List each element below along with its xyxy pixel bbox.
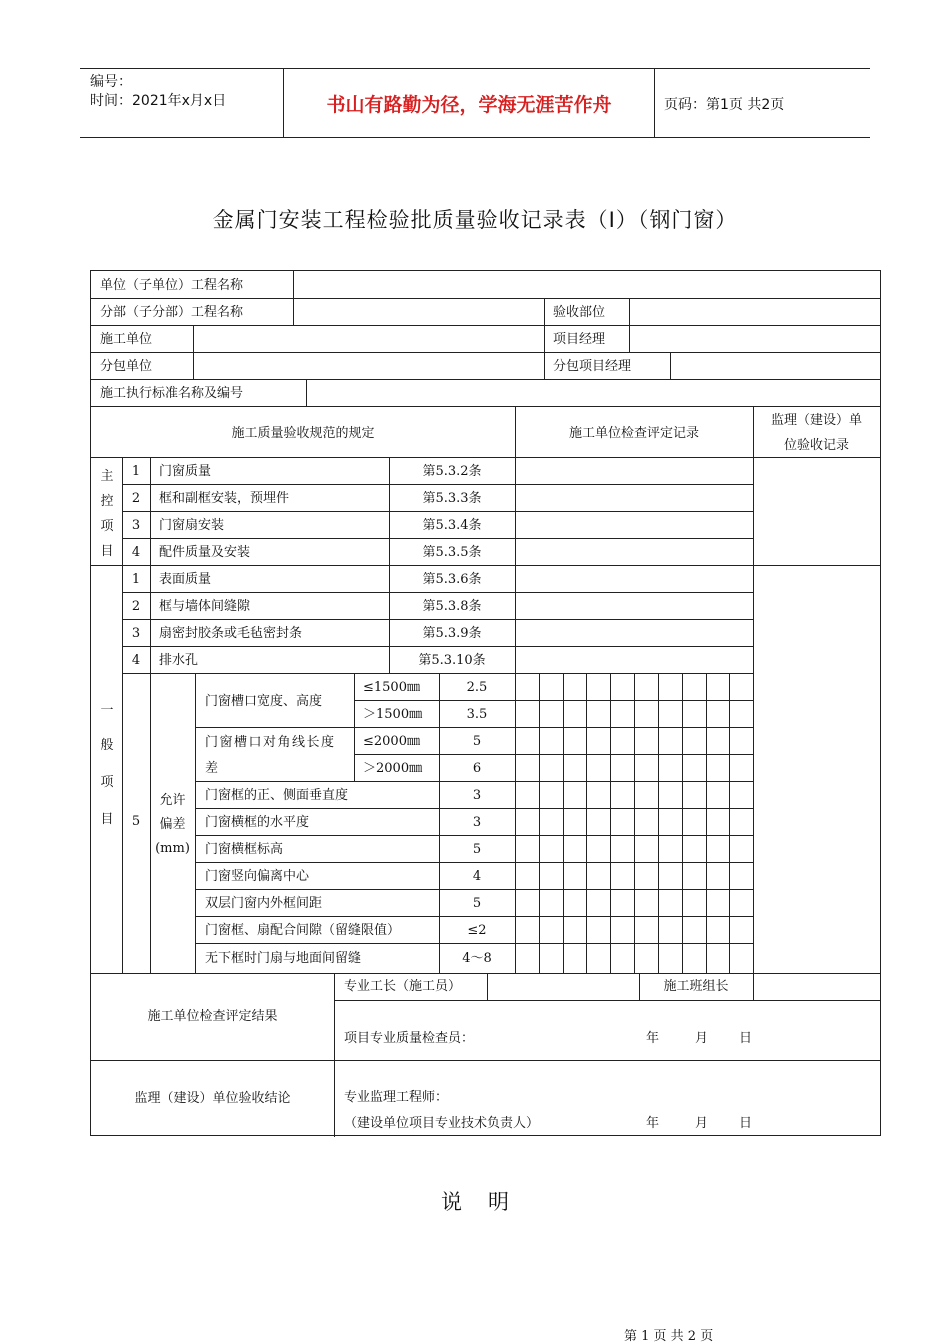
supervisor-column-header-2: 位验收记录: [783, 438, 849, 453]
section-title: 说明: [441, 1190, 535, 1214]
sub-project-label: 分部（子分部）工程名称: [100, 305, 244, 320]
accept-part-label: 验收部位: [553, 305, 606, 320]
document-header: [80, 68, 870, 138]
header-meta: [90, 73, 226, 111]
conclusion-title: 监理（建设）单位验收结论: [134, 1091, 291, 1106]
result-title: 施工单位检查评定结果: [147, 1009, 278, 1024]
code-label: 编号：: [90, 74, 132, 90]
project-manager-label: 项目经理: [553, 332, 606, 347]
page-title: 金属门安装工程检验批质量验收记录表（Ⅰ）（钢门窗）: [212, 208, 738, 232]
team-leader-label: 施工班组长: [663, 979, 729, 994]
check-column-header: 施工单位检查评定记录: [568, 426, 699, 441]
foreman-label: 专业工长（施工员）: [344, 979, 462, 994]
page-info: 页码：第1页 共2页: [664, 97, 785, 113]
slot-wh-cond-1: ≤1500㎜: [363, 680, 420, 695]
result-month: 月: [695, 1031, 709, 1046]
slot-diag-value-2: 6: [472, 761, 482, 776]
supervisor-column-header: 监理（建设）单: [770, 413, 862, 428]
slot-wh-value-1: 2.5: [466, 680, 488, 695]
slot-diag-value-1: 5: [472, 734, 482, 749]
slot-diagonal: 门窗槽口对角线长度: [205, 735, 336, 750]
engineer-label: 专业监理工程师：: [344, 1090, 449, 1105]
slot-diagonal-2: 差: [205, 761, 219, 776]
spec-column-header: 施工质量验收规范的规定: [231, 426, 375, 441]
inspector-label: 项目专业质量检查员：: [344, 1031, 475, 1046]
tech-lead-label: （建设单位项目专业技术负责人）: [344, 1116, 540, 1131]
tolerance-no: 5: [131, 814, 141, 829]
result-day: 日: [739, 1031, 753, 1046]
result-year: 年: [646, 1031, 660, 1046]
slot-diag-cond-1: ≤2000㎜: [363, 734, 420, 749]
page-number: 第 1 页 共 2 页: [624, 1329, 714, 1344]
slot-wh-cond-2: ＞1500㎜: [363, 707, 423, 722]
motto: 书山有路勤为径，学海无涯苦作舟: [326, 94, 612, 116]
construct-unit-label: 施工单位: [100, 332, 153, 347]
unit-project-label: 单位（子单位）工程名称: [100, 278, 244, 293]
sub-unit-label: 分包单位: [100, 359, 153, 374]
slot-wh-value-2: 3.5: [466, 707, 488, 722]
conclusion-month: 月: [695, 1116, 709, 1131]
standard-label: 施工执行标准名称及编号: [100, 386, 244, 401]
conclusion-year: 年: [646, 1116, 660, 1131]
slot-diag-cond-2: ＞2000㎜: [363, 761, 423, 776]
sub-manager-label: 分包项目经理: [553, 359, 632, 374]
time-label: 时间：2021年x月x日: [90, 93, 227, 109]
slot-width-height: 门窗槽口宽度、高度: [205, 694, 323, 709]
conclusion-day: 日: [739, 1116, 753, 1131]
inspection-form: 单位（子单位）工程名称 分部（子分部）工程名称 验收部位 施工单位 项目经理 分包单位 分包项目经理 施工执行标准名称及编号 施工质量验收规范的规定 施工单位检查评定记录 监理（建设）单 位验收记录 主 控 项 目 1 门窗质量 第5.3.2条 2 框和副框安装，预埋件 第5.3.3条 3 门窗扇安装 第5.3.4条 4 配件质量及安装 第5.3.5条 一 般 项 目 1 表面质量 第5.3.6条 2 框与墙体间缝隙 第5.3.8条 3 扇密封胶条或毛毡密封条 第5.3.9条 4 排水孔 第5.3.10条 5 允许 偏差 (mm) 门窗槽口宽度、高度 ≤1500㎜ 2.5 ＞1500㎜ 3.5 门窗槽口对角线长度 差 ≤2000㎜ 5 ＞2000㎜ 6 门窗框的正、侧面垂直度 3 门窗横框的水平度 3 门窗横框标高 5 门窗竖向偏离中心 4 双层门窗内外框间距 5 门窗框、扇配合间隙（留缝限值） ≤2 无下框时门扇与地面间留缝 4～8 施工单位检查评定结果 专业工长（施工员） 施工班组长 项目专业质量检查员： 年 月 日 监理（建设）单位验收结论 专业监理工程师： （建设单位项目专业技术负责人） 年 月 日: [90, 270, 881, 1136]
